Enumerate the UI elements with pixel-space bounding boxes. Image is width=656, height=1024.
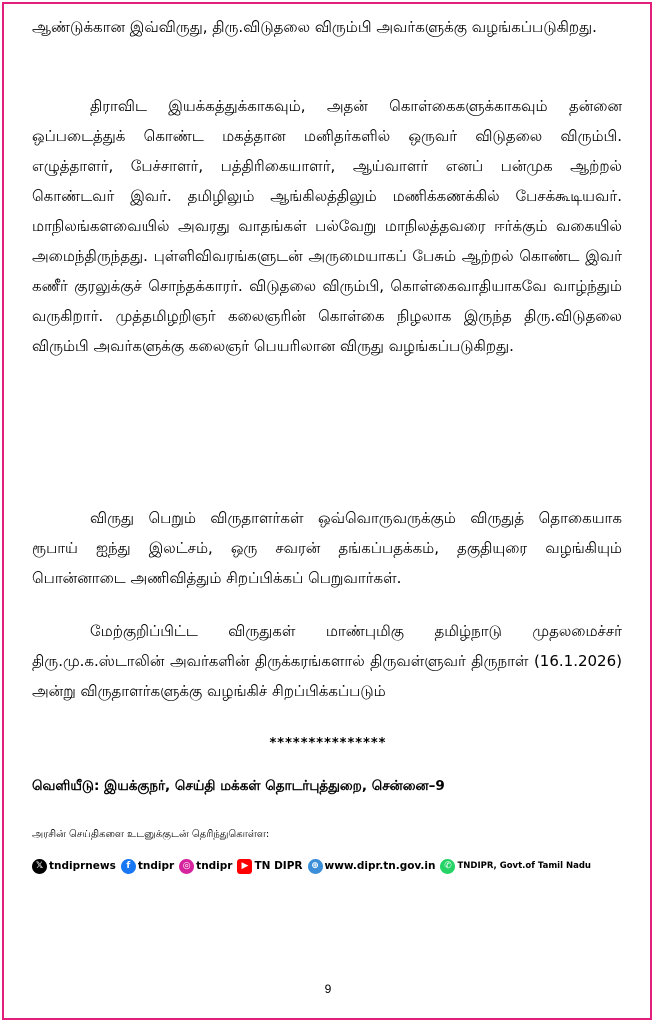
paragraph-2: திராவிட இயக்கத்துக்காகவும், அதன் கொள்கைகளுக்காகவும் தன்னை ஒப்படைத்துக் கொண்ட மகத்தான மனிதர்களில் ஒருவர் விடுதலை விரும்பி. எழுத்தாளர், பேச்சாளர், பத்திரிகையாளர், ஆய்வாளர் எனப் பன்முக ஆற்றல் கொண்டவர் இவர். தமிழிலும் ஆங்கிலத்திலும் மணிக்கணக்கில் பேசக்கூடியவர். மாநிலங்களவையில் அவரது வாதங்கள் பல்வேறு மாநிலத்தவரை ஈர்க்கும் வகையில் அமைந்திருந்தது. புள்ளிவிவரங்களுடன் அருமையாகப் பேசும் ஆற்றல் கொண்ட இவர் கணீர் குரலுக்குச் சொந்தக்காரர். விடுதலை விரும்பி, கொள்கைவாதியாகவே வாழ்ந்தும் வருகிறார். முத்தமிழறிஞர் கலைஞரின் கொள்கை நிழலாக இருந்த திரு.விடுதலை விரும்பி அவர்களுக்கு கலைஞர் பெயரிலான விருது வழங்கப்படுகிறது.	[32, 97, 622, 355]
social-website[interactable]	[308, 859, 436, 874]
instagram-icon: ◎	[179, 859, 194, 874]
social-label: tndipr	[137, 860, 175, 872]
social-instagram[interactable]	[179, 859, 232, 874]
whatsapp-icon: ✆	[440, 859, 455, 874]
social-links	[32, 856, 632, 876]
paragraph-4: மேற்குறிப்பிட்ட விருதுகள் மாண்புமிகு தமிழ்நாடு முதலமைச்சர் திரு.மு.க.ஸ்டாலின் அவர்களின் திருக்கரங்களால் திருவள்ளுவர் திருநாள் (16.1.2026) அன்று விருதாளர்களுக்கு வழங்கிச் சிறப்பிக்கப்படும்	[32, 622, 622, 700]
social-facebook[interactable]	[121, 859, 174, 874]
social-label: tndiprnews	[49, 860, 116, 872]
social-youtube[interactable]	[237, 859, 302, 874]
social-label: TNDIPR, Govt.of Tamil Nadu	[457, 861, 591, 871]
release-line: வெளியீடு: இயக்குநர், செய்தி மக்கள் தொடர்புத்துறை, சென்னை–9	[32, 778, 445, 794]
social-label: TN DIPR	[254, 860, 303, 872]
social-whatsapp[interactable]	[440, 859, 590, 874]
social-x[interactable]	[32, 859, 116, 874]
follow-text: அரசின் செய்திகளை உடனுக்குடன் தெரிந்துகொள்ள:	[32, 829, 270, 840]
x-icon: 𝕏	[32, 859, 47, 874]
globe-icon: ⊕	[308, 859, 323, 874]
paragraph-1: ஆண்டுக்கான இவ்விருது, திரு.விடுதலை விரும்பி அவர்களுக்கு வழங்கப்படுகிறது.	[32, 18, 597, 36]
social-label: www.dipr.tn.gov.in	[324, 860, 436, 872]
youtube-icon: ▶	[237, 859, 252, 874]
social-label: tndipr	[196, 860, 233, 872]
facebook-icon: f	[121, 859, 136, 874]
separator: ***************	[269, 736, 387, 751]
paragraph-3: விருது பெறும் விருதாளர்கள் ஒவ்வொருவருக்கும் விருதுத் தொகையாக ரூபாய் ஐந்து இலட்சம், ஒரு சவரன் தங்கப்பதக்கம், தகுதியுரை வழங்கியும் பொன்னாடை அணிவித்தும் சிறப்பிக்கப் பெறுவார்கள்.	[32, 509, 622, 587]
page-number: 9	[324, 982, 332, 996]
